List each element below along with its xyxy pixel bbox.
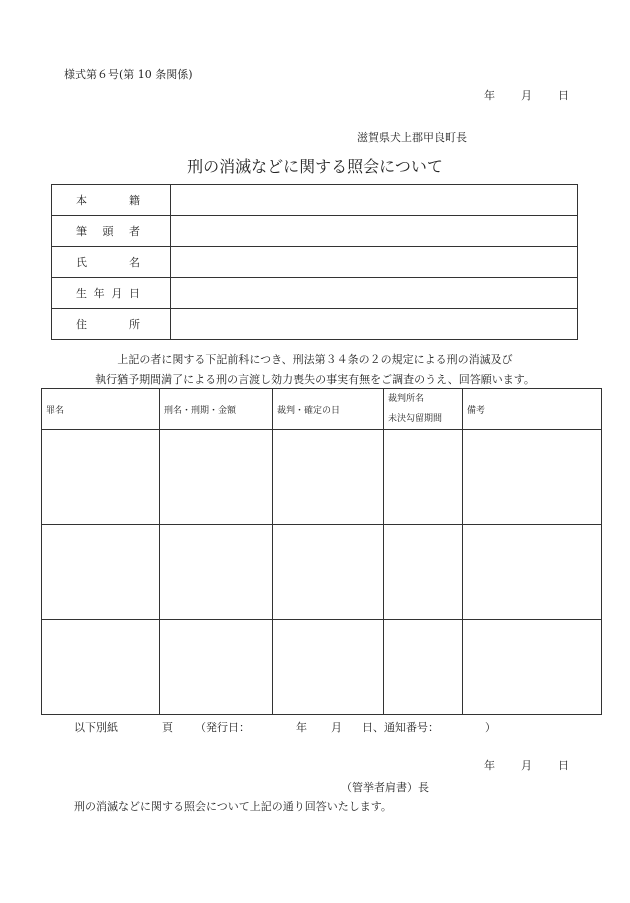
attachment-line: [74, 719, 496, 735]
issuer: 滋賀県犬上郡甲良町長: [357, 131, 467, 144]
table-header-row: [42, 389, 602, 430]
date-year-label: 年: [484, 759, 495, 772]
table-row: [52, 309, 578, 340]
crime-cell[interactable]: [42, 620, 160, 715]
name-field[interactable]: [171, 247, 578, 278]
attachment-label: 以下別紙: [74, 721, 118, 734]
judgment-date-header: 裁判・確定の日: [273, 389, 384, 430]
judgment-date-cell[interactable]: [273, 620, 384, 715]
page-label: 頁: [162, 721, 173, 734]
address-field[interactable]: [171, 309, 578, 340]
date-month-label: 月: [521, 89, 532, 102]
close-paren: ）: [485, 721, 496, 734]
judgment-date-cell[interactable]: [273, 525, 384, 620]
judgment-date-cell[interactable]: [273, 430, 384, 525]
table-row: [52, 216, 578, 247]
remarks-cell[interactable]: [463, 620, 602, 715]
court-detention-cell[interactable]: [384, 430, 463, 525]
birthdate-label: 生 年 月 日: [52, 278, 171, 309]
address-label: 住 所: [52, 309, 171, 340]
domicile-field[interactable]: [171, 185, 578, 216]
table-row: [42, 525, 602, 620]
court-detention-header: 裁判所名 未決勾留期間: [384, 389, 463, 430]
date-day-label: 日: [558, 89, 569, 102]
table-row: [52, 278, 578, 309]
domicile-label: 本 籍: [52, 185, 171, 216]
record-table: [41, 388, 602, 715]
date-day-label: 日: [558, 759, 569, 772]
request-date: [484, 87, 569, 103]
request-text-line-1: 上記の者に関する下記前科につき、刑法第３４条の２の規定による刑の消滅及び: [117, 353, 513, 366]
reply-date: [484, 757, 569, 773]
form-number: 様式第６号(第 10 条関係): [64, 68, 193, 81]
crime-header: 罪名: [42, 389, 160, 430]
notice-number-label: 日、通知番号：: [362, 721, 439, 734]
sentence-cell[interactable]: [160, 525, 273, 620]
issue-month-label: 月: [331, 721, 342, 734]
table-row: [52, 185, 578, 216]
head-of-family-field[interactable]: [171, 216, 578, 247]
sentence-cell[interactable]: [160, 620, 273, 715]
head-of-family-label: 筆 頭 者: [52, 216, 171, 247]
remarks-header: 備考: [463, 389, 602, 430]
court-detention-cell[interactable]: [384, 525, 463, 620]
crime-cell[interactable]: [42, 430, 160, 525]
issue-date-label: （発行日：: [195, 721, 250, 734]
issue-year-label: 年: [296, 721, 307, 734]
person-table: [51, 184, 578, 340]
document-title: 刑の消滅などに関する照会について: [187, 157, 443, 176]
table-row: [52, 247, 578, 278]
sentence-header: 刑名・刑期・金額: [160, 389, 273, 430]
date-year-label: 年: [484, 89, 495, 102]
reply-text: 刑の消滅などに関する照会について上記の通り回答いたします。: [74, 800, 392, 813]
date-month-label: 月: [521, 759, 532, 772]
sentence-cell[interactable]: [160, 430, 273, 525]
remarks-cell[interactable]: [463, 430, 602, 525]
table-row: [42, 620, 602, 715]
remarks-cell[interactable]: [463, 525, 602, 620]
chief-title: （管挙者肩書）長: [341, 781, 429, 794]
table-row: [42, 430, 602, 525]
request-text-line-2: 執行猶予期間満了による刑の言渡し効力喪失の事実有無をご調査のうえ、回答願います。: [95, 373, 535, 386]
name-label: 氏 名: [52, 247, 171, 278]
crime-cell[interactable]: [42, 525, 160, 620]
court-detention-cell[interactable]: [384, 620, 463, 715]
birthdate-field[interactable]: [171, 278, 578, 309]
